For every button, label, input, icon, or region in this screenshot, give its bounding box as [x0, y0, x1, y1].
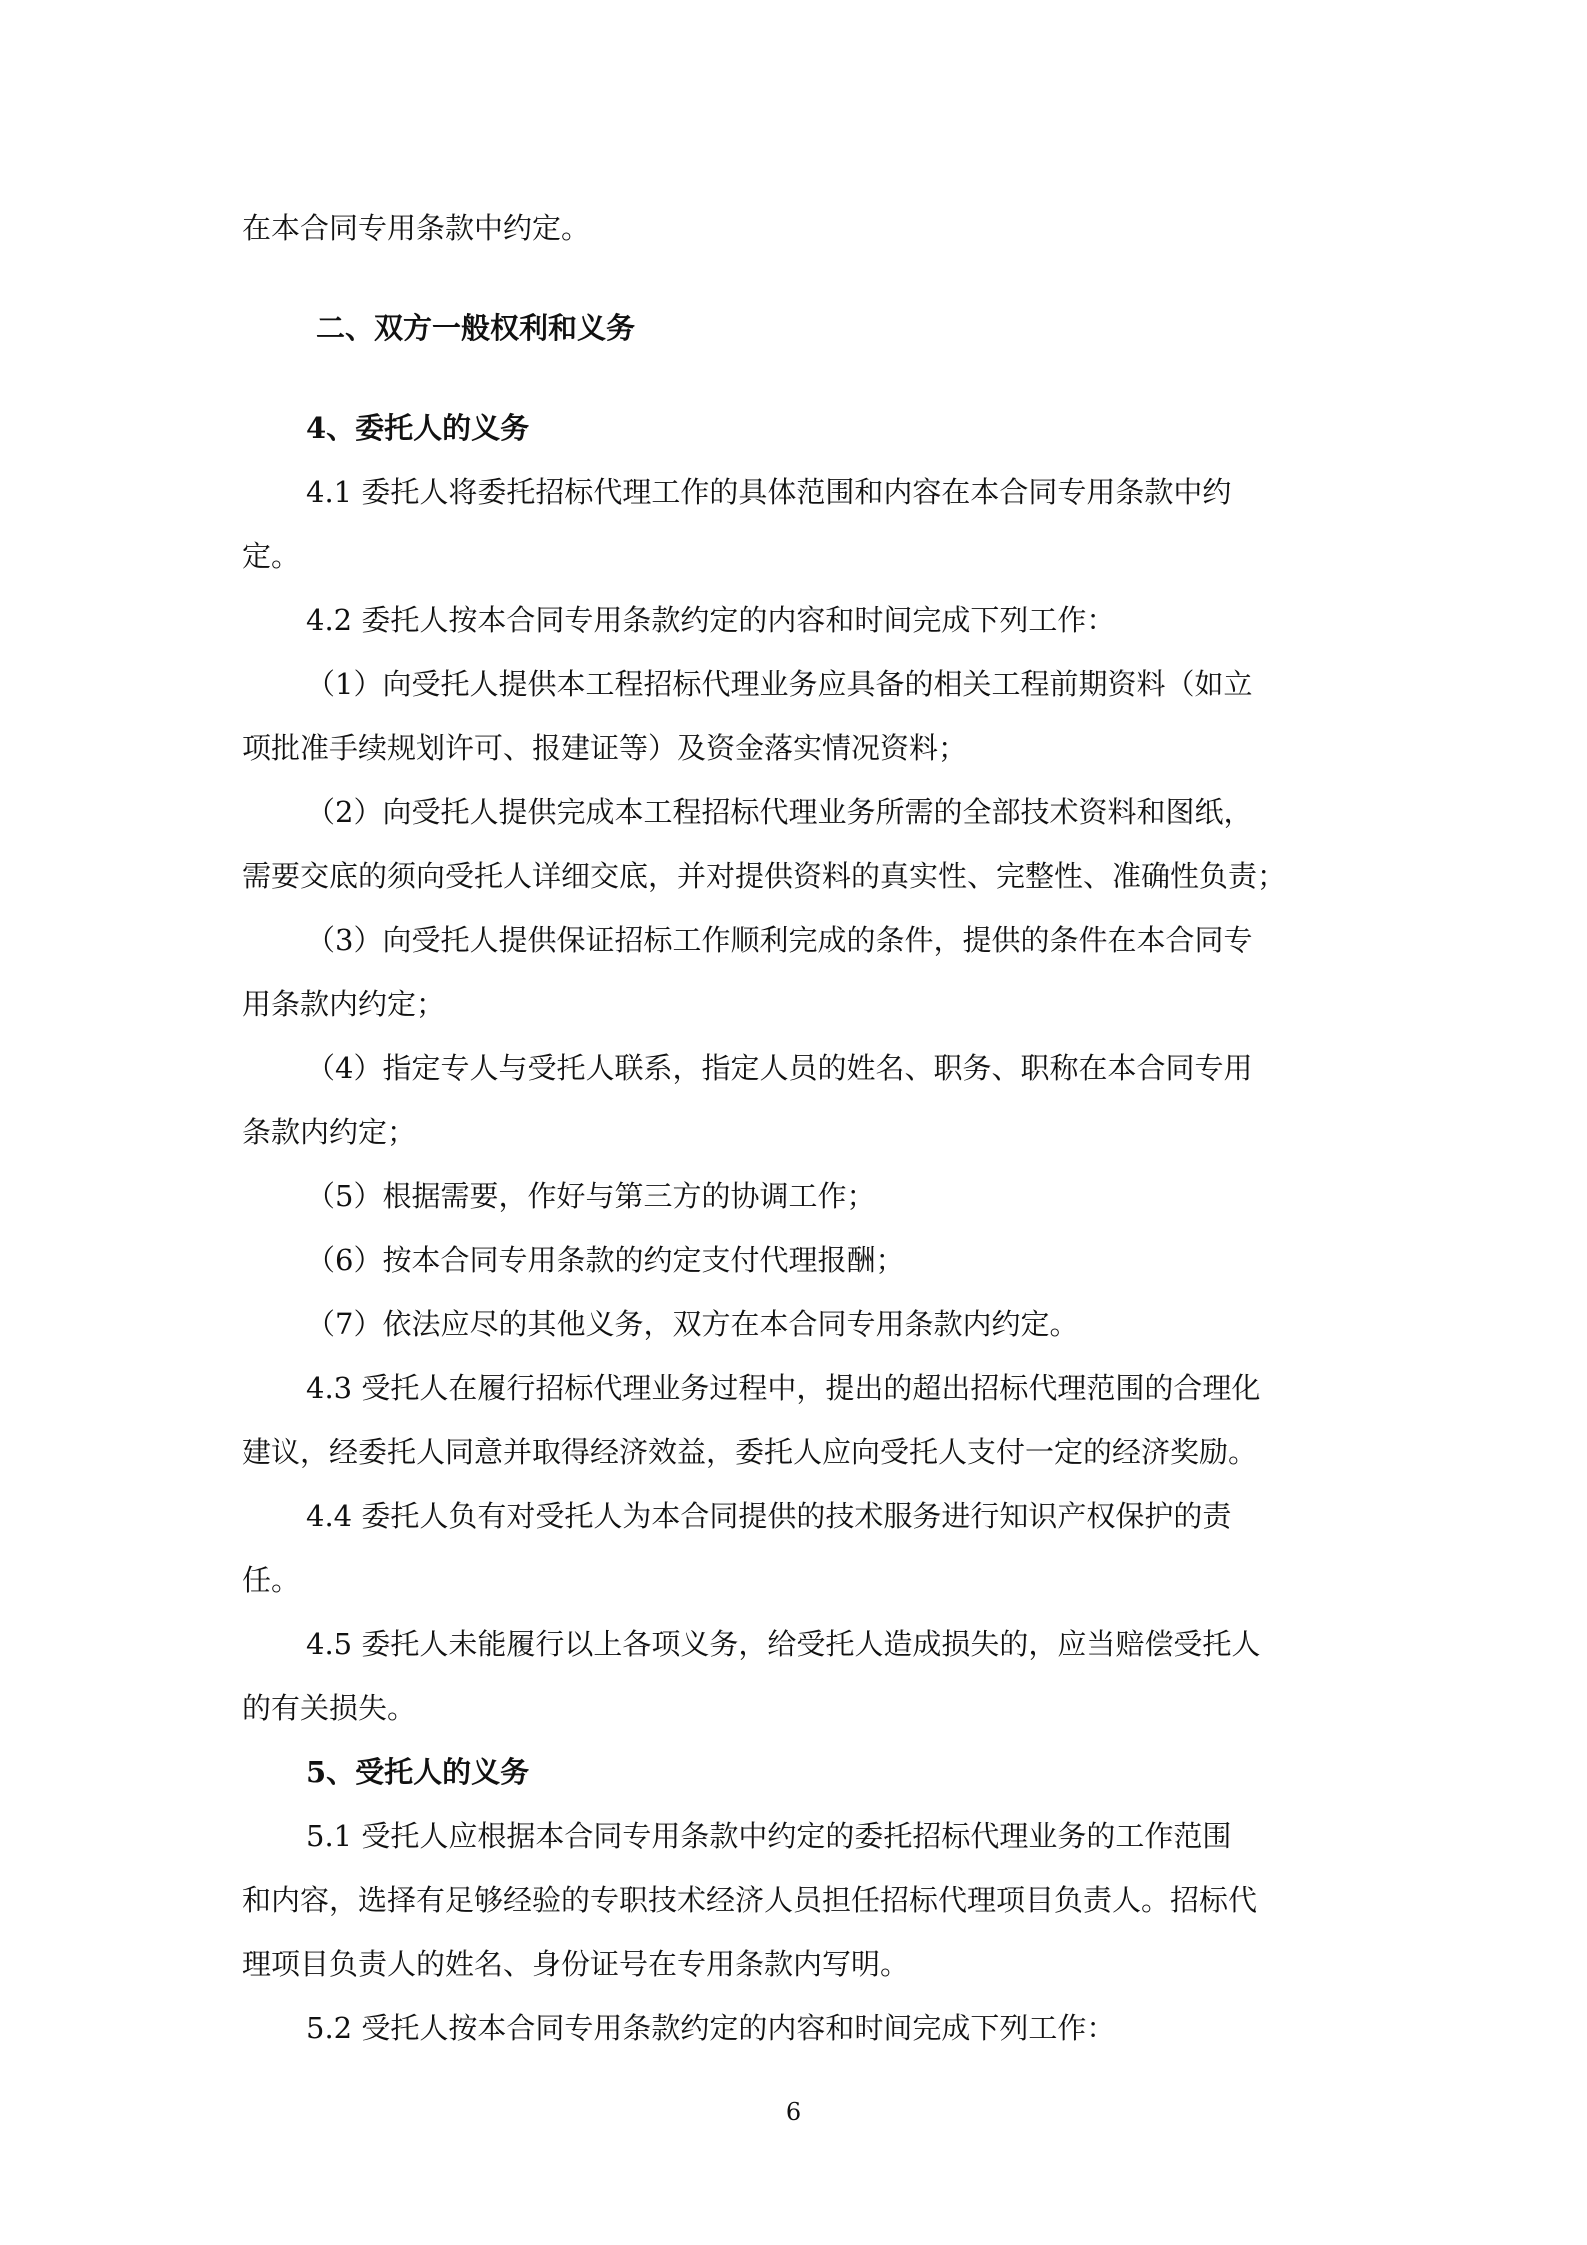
clause-line: 5.1 受托人应根据本合同专用条款中约定的委托招标代理业务的工作范围 — [306, 1819, 1232, 1853]
clause-line: 定。 — [242, 539, 301, 573]
document-body — [242, 196, 1352, 2060]
subsection-heading: 4、委托人的义务 — [306, 411, 530, 445]
list-item-line: 用条款内约定； — [242, 987, 446, 1021]
list-item-line: （4）指定专人与受托人联系，指定人员的姓名、职务、职称在本合同专用 — [306, 1051, 1253, 1085]
list-item-line: （5）根据需要，作好与第三方的协调工作； — [306, 1179, 876, 1213]
clause-line: 5.2 受托人按本合同专用条款约定的内容和时间完成下列工作： — [306, 2011, 1116, 2045]
clause-line: 4.4 委托人负有对受托人为本合同提供的技术服务进行知识产权保护的责 — [306, 1499, 1232, 1533]
clause-line: 4.1 委托人将委托招标代理工作的具体范围和内容在本合同专用条款中约 — [306, 475, 1232, 509]
list-item-line: （3）向受托人提供保证招标工作顺利完成的条件，提供的条件在本合同专 — [306, 923, 1253, 957]
page-number: 6 — [785, 2098, 802, 2126]
clause-line: 4.2 委托人按本合同专用条款约定的内容和时间完成下列工作： — [306, 603, 1116, 637]
clause-line: 和内容，选择有足够经验的专职技术经济人员担任招标代理项目负责人。招标代 — [242, 1883, 1258, 1917]
clause-line: 建议，经委托人同意并取得经济效益，委托人应向受托人支付一定的经济奖励。 — [242, 1435, 1258, 1469]
list-item-line: （6）按本合同专用条款的约定支付代理报酬； — [306, 1243, 905, 1277]
subsection-heading: 5、受托人的义务 — [306, 1755, 530, 1789]
clause-line: 4.3 受托人在履行招标代理业务过程中，提出的超出招标代理范围的合理化 — [306, 1371, 1261, 1405]
list-item-line: （2）向受托人提供完成本工程招标代理业务所需的全部技术资料和图纸， — [306, 795, 1253, 829]
list-item-line: 条款内约定； — [242, 1115, 417, 1149]
clause-line: 任。 — [242, 1563, 301, 1597]
section-heading: 二、双方一般权利和义务 — [316, 311, 636, 345]
list-item-line: （1）向受托人提供本工程招标代理业务应具备的相关工程前期资料（如立 — [306, 667, 1253, 701]
paragraph-line: 在本合同专用条款中约定。 — [242, 211, 591, 245]
list-item-line: 项批准手续规划许可、报建证等）及资金落实情况资料； — [242, 731, 968, 765]
clause-line: 的有关损失。 — [242, 1691, 417, 1725]
list-item-line: （7）依法应尽的其他义务，双方在本合同专用条款内约定。 — [306, 1307, 1079, 1341]
clause-line: 理项目负责人的姓名、身份证号在专用条款内写明。 — [242, 1947, 910, 1981]
clause-line: 4.5 委托人未能履行以上各项义务，给受托人造成损失的，应当赔偿受托人 — [306, 1627, 1261, 1661]
list-item-line: 需要交底的须向受托人详细交底，并对提供资料的真实性、完整性、准确性负责； — [242, 859, 1287, 893]
